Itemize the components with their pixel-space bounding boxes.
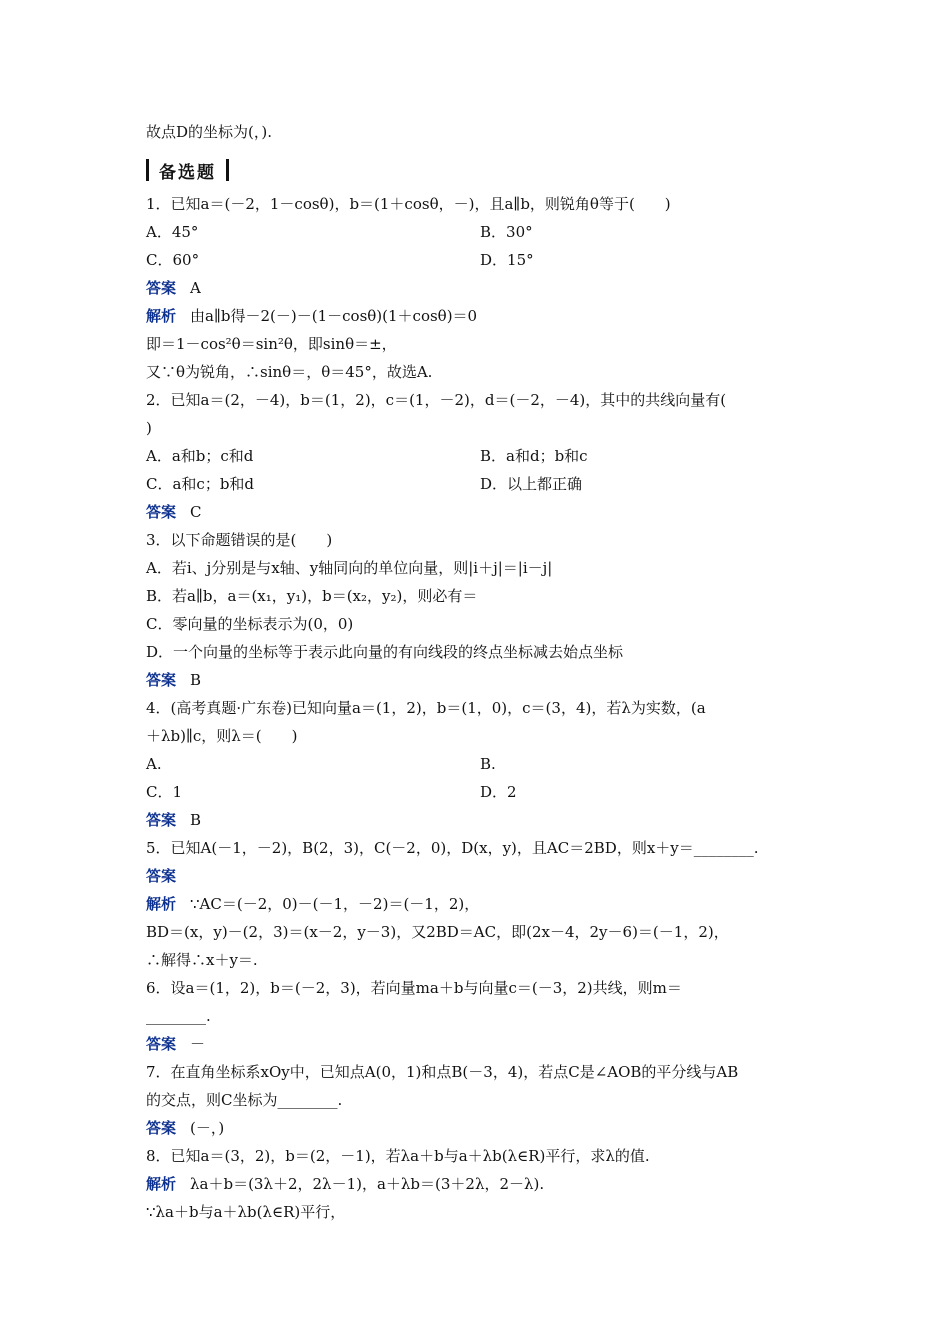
- answer-label: 答案: [146, 867, 177, 885]
- q1-answer-line: [146, 278, 201, 298]
- q1-option-d: D．15°: [480, 251, 534, 269]
- q2-option-d: D．以上都正确: [480, 475, 583, 493]
- q3-option-c: C．零向量的坐标表示为(0，0): [146, 615, 354, 633]
- answer-label: 答案: [146, 1119, 177, 1137]
- q2-stem-1: 2．已知a＝(2，－4)，b＝(1，2)，c＝(1，－2)，d＝(－2，－4)，其中的共线向量有(: [146, 391, 727, 409]
- q7-stem-2: 的交点，则C坐标为________.: [146, 1091, 343, 1109]
- q6-answer-line: [146, 1034, 205, 1054]
- q4-option-c: C．1: [146, 783, 183, 801]
- q4-option-a: A.: [146, 755, 162, 773]
- answer-label: 答案: [146, 671, 177, 689]
- q5-analysis-1: ∵AC＝(－2，0)－(－1，－2)＝(－1，2)，: [190, 895, 480, 913]
- q6-stem-2: ________.: [146, 1007, 211, 1025]
- q1-stem: 1．已知a＝(－2，1－cosθ)，b＝(1＋cosθ，－)，且a∥b，则锐角θ等于( ): [146, 195, 671, 213]
- answer-label: 答案: [146, 279, 177, 297]
- answer-label: 答案: [146, 811, 177, 829]
- q4-stem-1: 4．(高考真题·广东卷)已知向量a＝(1，2)，b＝(1，0)，c＝(3，4)，若λ为实数，(a: [146, 699, 706, 717]
- q6-stem-1: 6．设a＝(1，2)，b＝(－2，3)，若向量ma＋b与向量c＝(－3，2)共线，则m＝: [146, 979, 682, 997]
- q5-analysis-line-2: BD＝(x，y)－(2，3)＝(x－2，y－3)，又2BD＝AC，即(2x－4，2y－6)＝(－1，2)，: [146, 923, 729, 941]
- q8-analysis-1: λa＋b＝(3λ＋2，2λ－1)，a＋λb＝(3＋2λ，2－λ).: [190, 1175, 545, 1193]
- q3-option-b: B．若a∥b，a＝(x₁，y₁)，b＝(x₂，y₂)，则必有＝: [146, 587, 478, 605]
- section-title: 备选题: [159, 162, 216, 183]
- q8-stem: 8．已知a＝(3，2)，b＝(2，－1)，若λa＋b与a＋λb(λ∈R)平行，求λ的值.: [146, 1147, 650, 1165]
- q7-answer: (－，): [190, 1119, 225, 1137]
- q3-option-a: A．若i、j分别是与x轴、y轴同向的单位向量，则|i＋j|＝|i－j|: [146, 559, 553, 577]
- q1-answer: A: [190, 279, 201, 297]
- q8-analysis-line-2: ∵λa＋b与a＋λb(λ∈R)平行，: [146, 1203, 346, 1221]
- q4-option-b: B.: [480, 755, 496, 773]
- q8-analysis-line-1: [146, 1174, 544, 1194]
- q2-option-c: C．a和c；b和d: [146, 475, 255, 493]
- intro-line: 故点D的坐标为(，).: [146, 123, 272, 141]
- q1-analysis-line-2: 即＝1－cos²θ＝sin²θ，即sinθ＝±，: [146, 335, 397, 353]
- answer-label: 答案: [146, 503, 177, 521]
- q1-option-b: B．30°: [480, 223, 533, 241]
- analysis-label: 解析: [146, 895, 177, 913]
- q3-answer-line: [146, 670, 201, 690]
- q4-answer-line: [146, 810, 201, 830]
- section-header: [146, 158, 229, 182]
- q2-answer: C: [190, 503, 202, 521]
- q3-option-d: D．一个向量的坐标等于表示此向量的有向线段的终点坐标减去始点坐标: [146, 643, 624, 661]
- q2-option-a: A．a和b；c和d: [146, 447, 254, 465]
- q4-option-d: D．2: [480, 783, 517, 801]
- analysis-label: 解析: [146, 307, 177, 325]
- answer-label: 答案: [146, 1035, 177, 1053]
- q5-analysis-line-3: ∴解得∴x＋y＝.: [146, 951, 258, 969]
- q3-stem: 3．以下命题错误的是( ): [146, 531, 333, 549]
- q4-answer: B: [190, 811, 202, 829]
- section-bar-right: [226, 159, 229, 181]
- q3-answer: B: [190, 671, 202, 689]
- q7-stem-1: 7．在直角坐标系xOy中，已知点A(0，1)和点B(－3，4)，若点C是∠AOB的平分线与AB: [146, 1063, 739, 1081]
- q1-option-c: C．60°: [146, 251, 200, 269]
- q2-stem-2: ): [146, 419, 152, 437]
- q1-analysis-line-3: 又∵θ为锐角，∴sinθ＝，θ＝45°，故选A.: [146, 363, 433, 381]
- q5-analysis-line-1: [146, 894, 479, 914]
- analysis-label: 解析: [146, 1175, 177, 1193]
- q1-analysis-line-1: [146, 306, 477, 326]
- q1-option-a: A．45°: [146, 223, 199, 241]
- q1-analysis-1: 由a∥b得－2(－)－(1－cosθ)(1＋cosθ)＝0: [190, 307, 478, 325]
- q2-answer-line: [146, 502, 202, 522]
- q5-answer-line: [146, 866, 190, 886]
- q4-stem-2: ＋λb)∥c，则λ＝( ): [146, 727, 298, 745]
- q5-stem: 5．已知A(－1，－2)，B(2，3)，C(－2，0)，D(x，y)，且AC＝2BD，则x＋y＝________.: [146, 839, 759, 857]
- q6-answer: －: [190, 1035, 206, 1053]
- q7-answer-line: [146, 1118, 224, 1138]
- q2-option-b: B．a和d；b和c: [480, 447, 588, 465]
